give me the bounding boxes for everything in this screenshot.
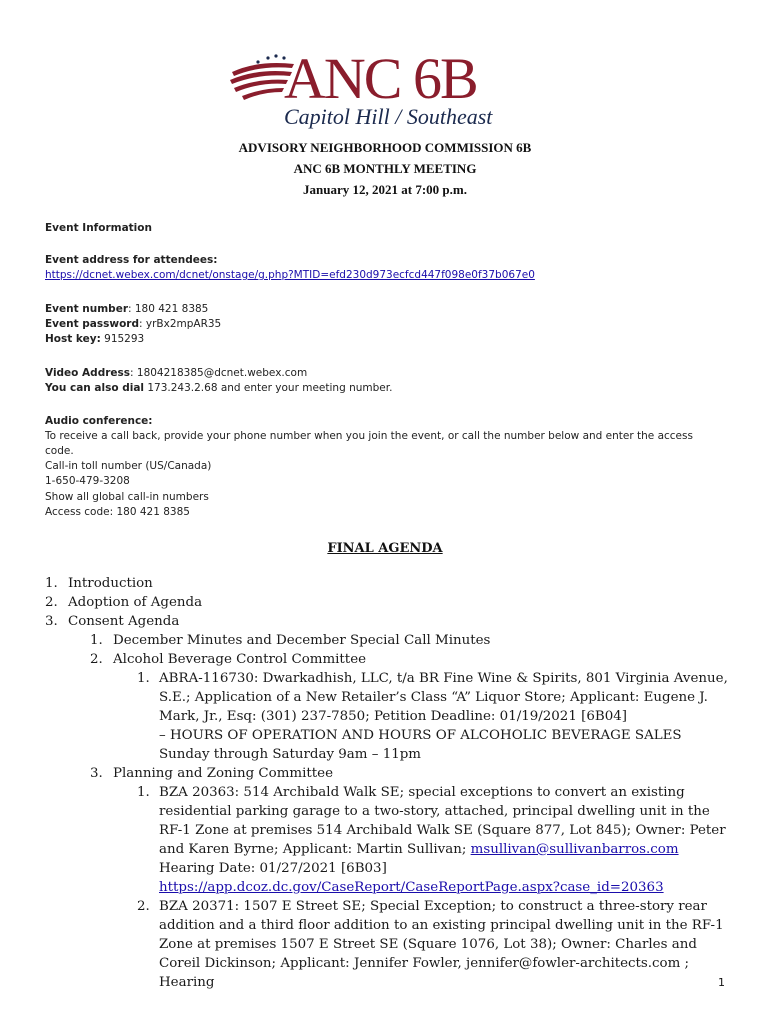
list-item: 2. Adoption of Agenda <box>45 595 203 610</box>
list-item: 2. Alcohol Beverage Control Committee <box>90 652 367 667</box>
case-report-link[interactable]: https://app.dcoz.dc.gov/CaseReport/CaseReportPage.aspx?case_id=20363 <box>159 880 664 895</box>
host-key: Host key: 915293 <box>45 333 145 345</box>
audio-line-6: Access code: 180 421 8385 <box>45 506 190 518</box>
audio-line-4: 1-650-479-3208 <box>45 475 130 487</box>
audio-line-1: To receive a call back, provide your phone number when you join the event, or call the number below and enter the access <box>45 430 693 442</box>
abra-item: 1. ABRA-116730: Dwarkadhish, LLC, t/a BR Fine Wine & Spirits, 801 Virginia Avenue, S.E.; Application of a New Retailer’s Class “A” Liquor Store; Applicant: Eugene J. Mark, Jr., Esq: (301) 237-7850; Petition Deadline: 01/19/2021 [6B04] – HOURS OF OPERATION AND HOURS OF ALCOHOLIC BEVERAGE SALES Sunday through Saturday 9am – 11pm <box>137 671 728 762</box>
list-item: 3. Consent Agenda <box>45 614 180 629</box>
anc-6b-logo <box>228 46 503 134</box>
header-commission: ADVISORY NEIGHBORHOOD COMMISSION 6B <box>238 140 532 155</box>
list-item: 3. Planning and Zoning Committee <box>90 766 334 781</box>
final-agenda-title: FINAL AGENDA <box>327 541 443 556</box>
header-meeting: ANC 6B MONTHLY MEETING <box>293 161 477 176</box>
logo-subtitle: Capitol Hill / Southeast <box>284 104 493 129</box>
audio-conference-label: Audio conference: <box>45 415 153 427</box>
list-item: 1. December Minutes and December Special Call Minutes <box>90 633 491 648</box>
list-item: 1. Introduction <box>45 576 153 591</box>
audio-line-5: Show all global call-in numbers <box>45 491 209 503</box>
page-number: 1 <box>718 976 725 989</box>
video-address: Video Address: 1804218385@dcnet.webex.com <box>45 367 308 379</box>
event-info-heading: Event Information <box>45 222 152 234</box>
event-address-label: Event address for attendees: <box>45 254 218 266</box>
logo-title: ANC 6B <box>284 46 477 111</box>
bza-20363-item: 1. BZA 20363: 514 Archibald Walk SE; special exceptions to convert an existing residential parking garage to a two-story, attached, principal dwelling unit in the RF-1 Zone at premises 514 Archibald Walk SE (Square 877, Lot 845); Owner: Peter and Karen Byrne; Applicant: Martin Sullivan; msullivan@sullivanbarros.com Hearing Date: 01/27/2021 [6B03] https://app.dcoz.dc.gov/CaseReport/CaseReportPage.aspx?case_id=20363 <box>137 785 726 895</box>
event-number: Event number: 180 421 8385 <box>45 303 209 315</box>
audio-line-2: code. <box>45 445 74 457</box>
bza-20371-item: 2. BZA 20371: 1507 E Street SE; Special Exception; to construct a three-story rear addition and a third floor addition to an existing principal dwelling unit in the RF-1 Zone at premises 1507 E Street SE (Square 1076, Lot 38); Owner: Charles and Coreil Dickinson; Applicant: Jennifer Fowler, jennifer@fowler-architects.com ; Hearing <box>137 899 724 990</box>
event-password: Event password: yrBx2mpAR35 <box>45 318 222 330</box>
audio-line-3: Call-in toll number (US/Canada) <box>45 460 212 472</box>
header-date: January 12, 2021 at 7:00 p.m. <box>303 182 467 197</box>
agenda-list <box>45 574 735 992</box>
event-address-link[interactable]: https://dcnet.webex.com/dcnet/onstage/g.php?MTID=efd230d973ecfcd447f098e0f37b067e0 <box>45 269 535 281</box>
email-link[interactable]: msullivan@sullivanbarros.com <box>470 842 679 857</box>
dial-info: You can also dial 173.243.2.68 and enter your meeting number. <box>45 382 393 394</box>
